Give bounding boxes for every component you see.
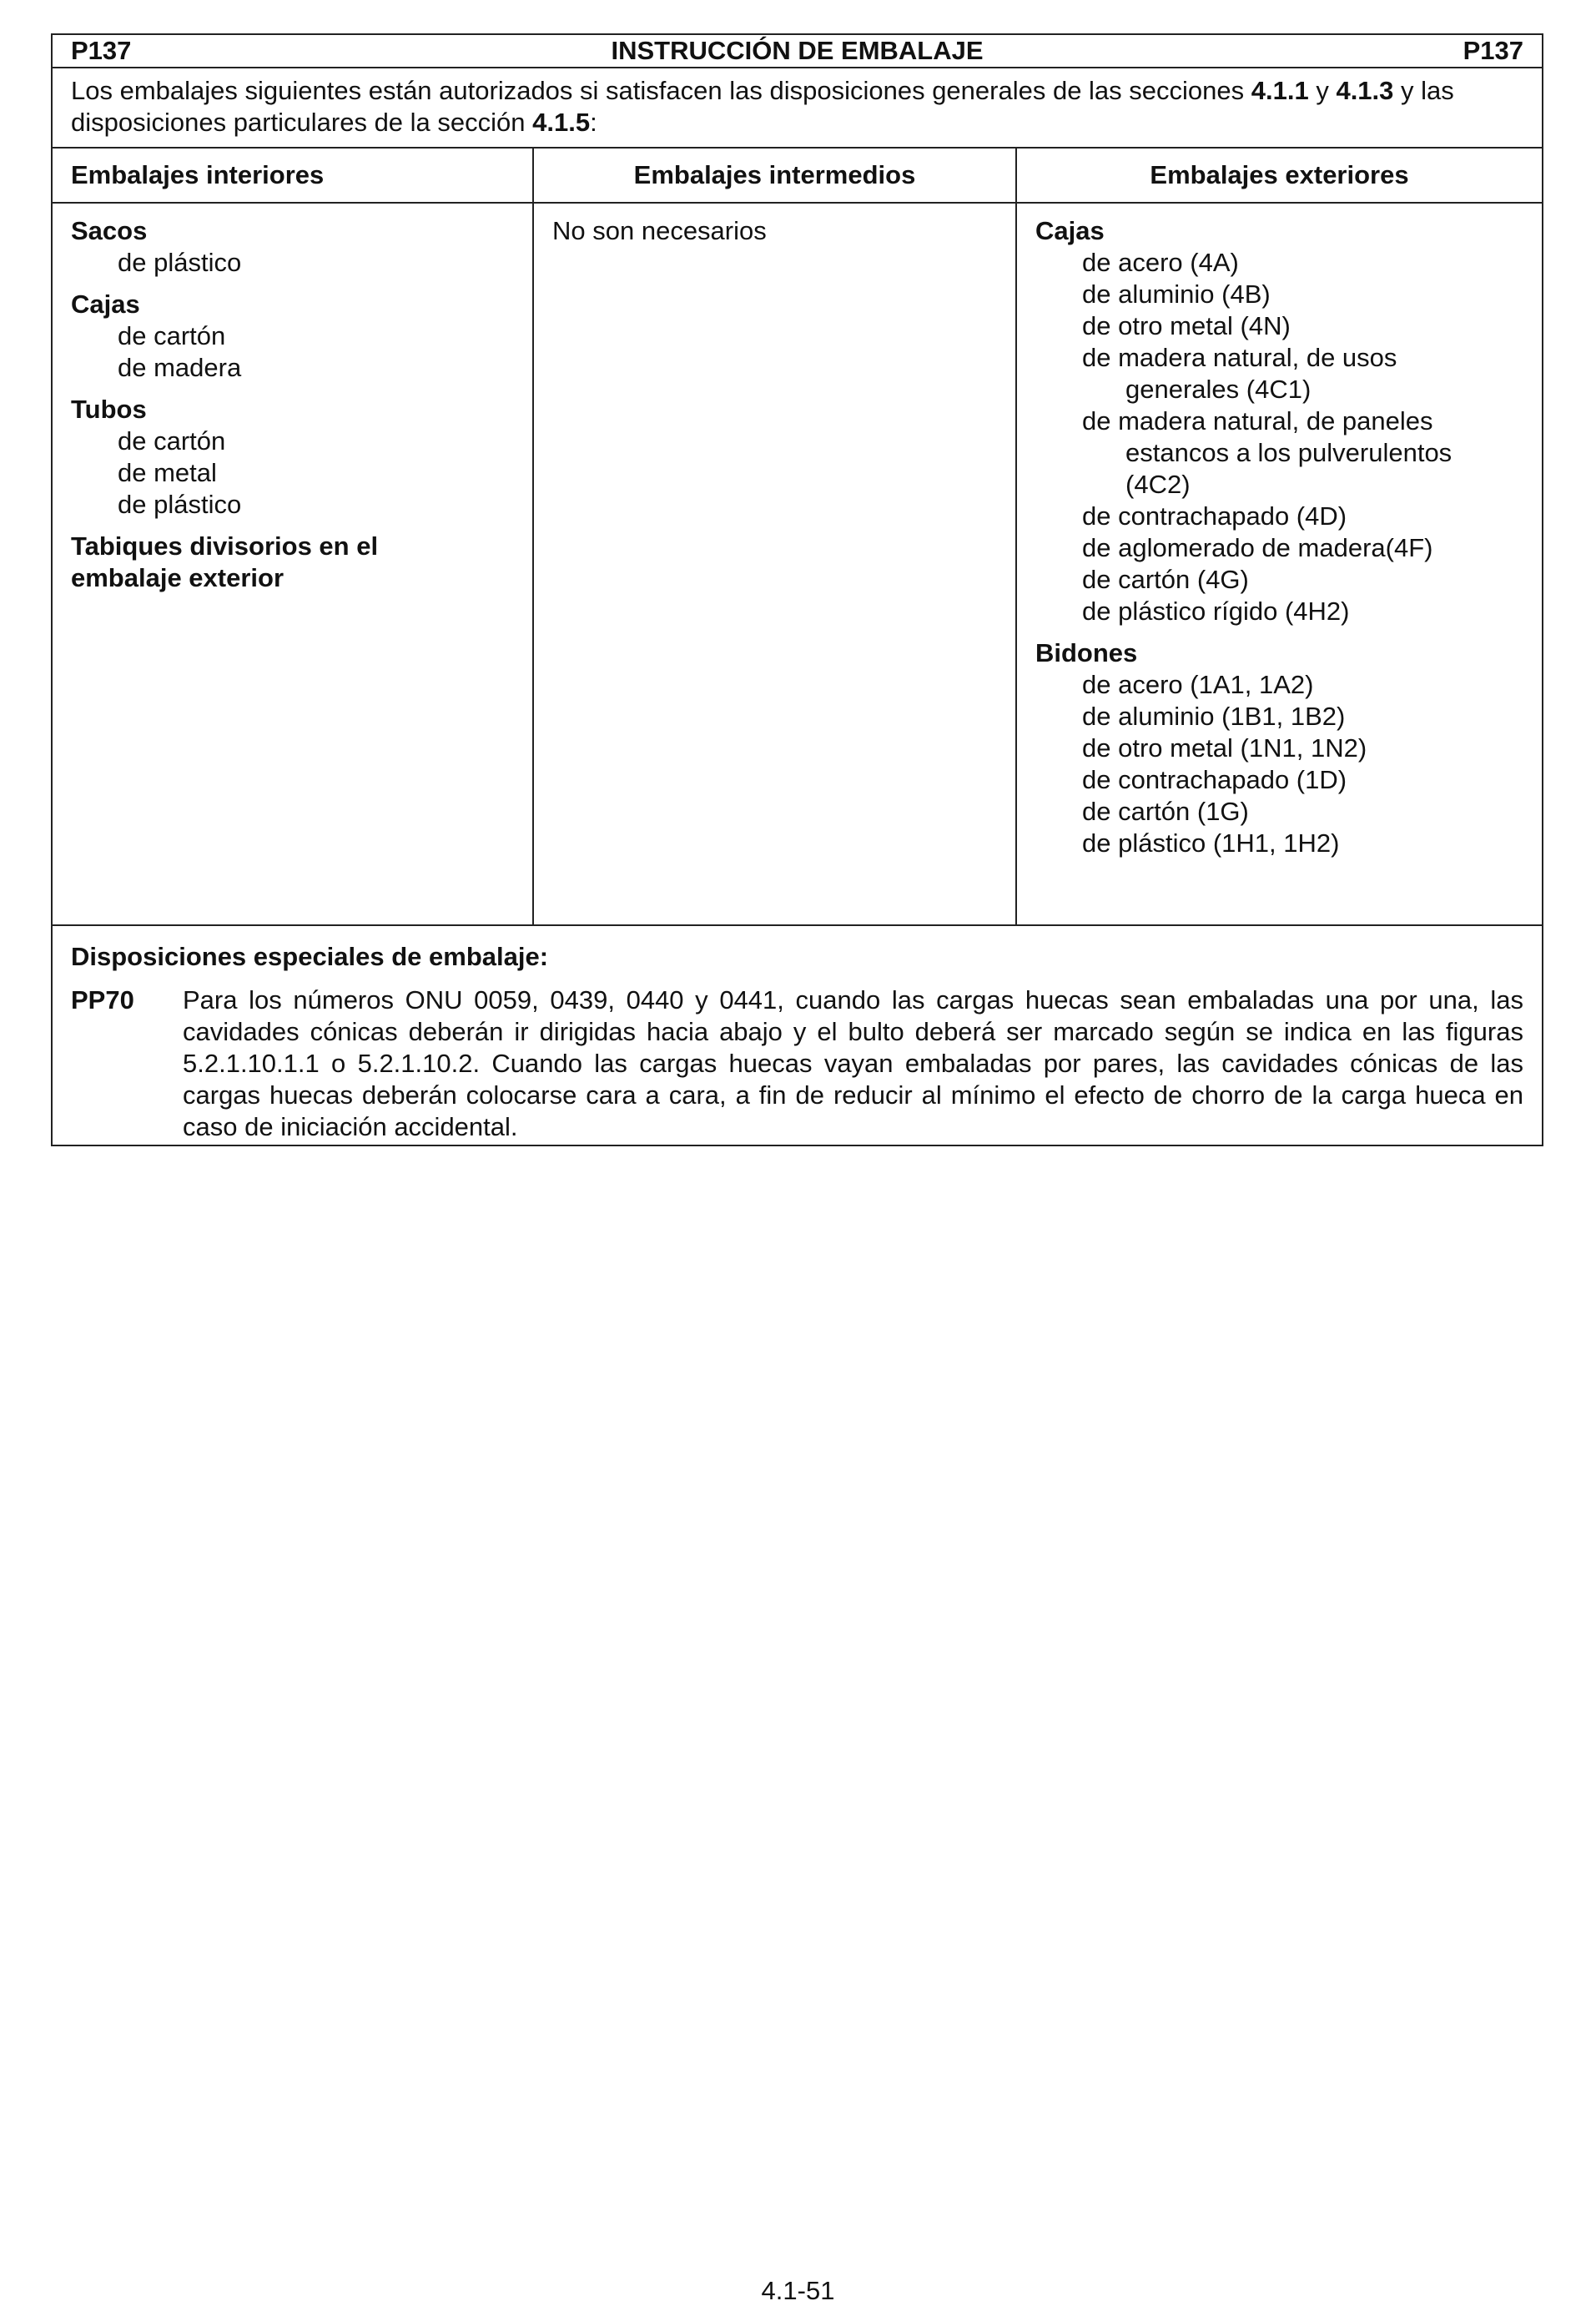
special-provisions — [53, 926, 1542, 1145]
list-item: de plástico — [118, 248, 242, 277]
inner-group-cajas: Cajas — [71, 290, 140, 319]
intro-text-4: : — [590, 108, 597, 137]
column-headers — [53, 149, 1542, 204]
column-body — [53, 204, 1542, 926]
inner-group-tubos: Tubos — [71, 395, 147, 424]
list-item: de contrachapado (4D) — [1082, 501, 1347, 531]
outer-packagings-header: Embalajes exteriores — [1150, 160, 1409, 189]
list-item-continuation: generales (4C1) — [1125, 375, 1312, 404]
list-item: de aglomerado de madera(4F) — [1082, 533, 1433, 562]
intro-paragraph — [53, 68, 1542, 149]
outer-group-bidones: Bidones — [1035, 638, 1138, 667]
list-item-continuation: (4C2) — [1125, 470, 1191, 499]
list-item: de cartón (1G) — [1082, 797, 1249, 826]
list-item: de metal — [118, 458, 217, 487]
special-provisions-title: Disposiciones especiales de embalaje: — [71, 942, 549, 971]
outer-group-cajas: Cajas — [1035, 216, 1105, 245]
provision-text: Para los números ONU 0059, 0439, 0440 y 0441, cuando las cargas huecas sean embaladas una por una, las cavidades cónicas deberán ir dirigidas hacia abajo y el bulto deberá ser marcado según se indica en las figuras 5.2.1.10.1.1 o 5.2.1.10.2. Cuando las cargas huecas vayan embaladas por pares, las cavidades cónicas de las cargas huecas deberán colocarse cara a cara, a fin de reducir al mínimo el efecto de chorro de la carga hueca en caso de iniciación accidental. — [183, 985, 1523, 1141]
list-item: de aluminio (4B) — [1082, 279, 1271, 309]
intermediate-not-required: No son necesarios — [552, 216, 767, 245]
list-item: de madera — [118, 353, 242, 382]
intro-text-2: y — [1308, 76, 1337, 105]
instruction-title: INSTRUCCIÓN DE EMBALAJE — [611, 36, 984, 65]
packing-instruction-table — [51, 33, 1543, 1146]
list-item: de contrachapado (1D) — [1082, 765, 1347, 794]
intermediate-packagings-column — [534, 204, 1017, 924]
list-item: de plástico rígido (4H2) — [1082, 597, 1350, 626]
inner-packagings-header: Embalajes interiores — [53, 149, 534, 202]
inner-group-sacos: Sacos — [71, 216, 148, 245]
table-header — [53, 35, 1542, 68]
list-item: de otro metal (4N) — [1082, 311, 1291, 340]
provision-code: PP70 — [71, 985, 134, 1015]
instruction-code-left: P137 — [71, 36, 132, 65]
tabiques-line-2: embalaje exterior — [71, 563, 284, 592]
intro-ref-411: 4.1.1 — [1251, 76, 1309, 105]
list-item — [1035, 342, 1542, 405]
list-item: de plástico — [118, 490, 242, 519]
intro-text-1: Los embalajes siguientes están autorizados si satisfacen las disposiciones generales de las secciones — [71, 76, 1251, 105]
tabiques-line-1: Tabiques divisorios en el — [71, 531, 379, 561]
outer-packagings-column — [1017, 204, 1542, 924]
inner-packagings-column — [53, 204, 534, 924]
list-item: de acero (1A1, 1A2) — [1082, 670, 1314, 699]
list-item: de cartón (4G) — [1082, 565, 1249, 594]
list-item: de plástico (1H1, 1H2) — [1082, 828, 1340, 858]
list-item-line: de madera natural, de usos — [1082, 343, 1397, 372]
list-item: de cartón — [118, 426, 226, 456]
intro-ref-413: 4.1.3 — [1336, 76, 1394, 105]
list-item-continuation: estancos a los pulverulentos — [1125, 438, 1453, 467]
intermediate-packagings-header: Embalajes intermedios — [534, 149, 1017, 202]
list-item: de acero (4A) — [1082, 248, 1239, 277]
list-item: de aluminio (1B1, 1B2) — [1082, 702, 1346, 731]
inner-group-tabiques — [71, 531, 532, 594]
list-item: de cartón — [118, 321, 226, 350]
provision-pp70 — [71, 984, 1523, 1143]
instruction-code-right: P137 — [1463, 36, 1523, 65]
list-item: de otro metal (1N1, 1N2) — [1082, 733, 1367, 763]
list-item-line: de madera natural, de paneles — [1082, 406, 1433, 436]
intro-text-3: y las disposiciones particulares de la sección — [71, 76, 1454, 137]
page-number: 4.1-51 — [761, 2276, 835, 2305]
list-item — [1035, 405, 1542, 501]
intro-ref-415: 4.1.5 — [532, 108, 591, 137]
